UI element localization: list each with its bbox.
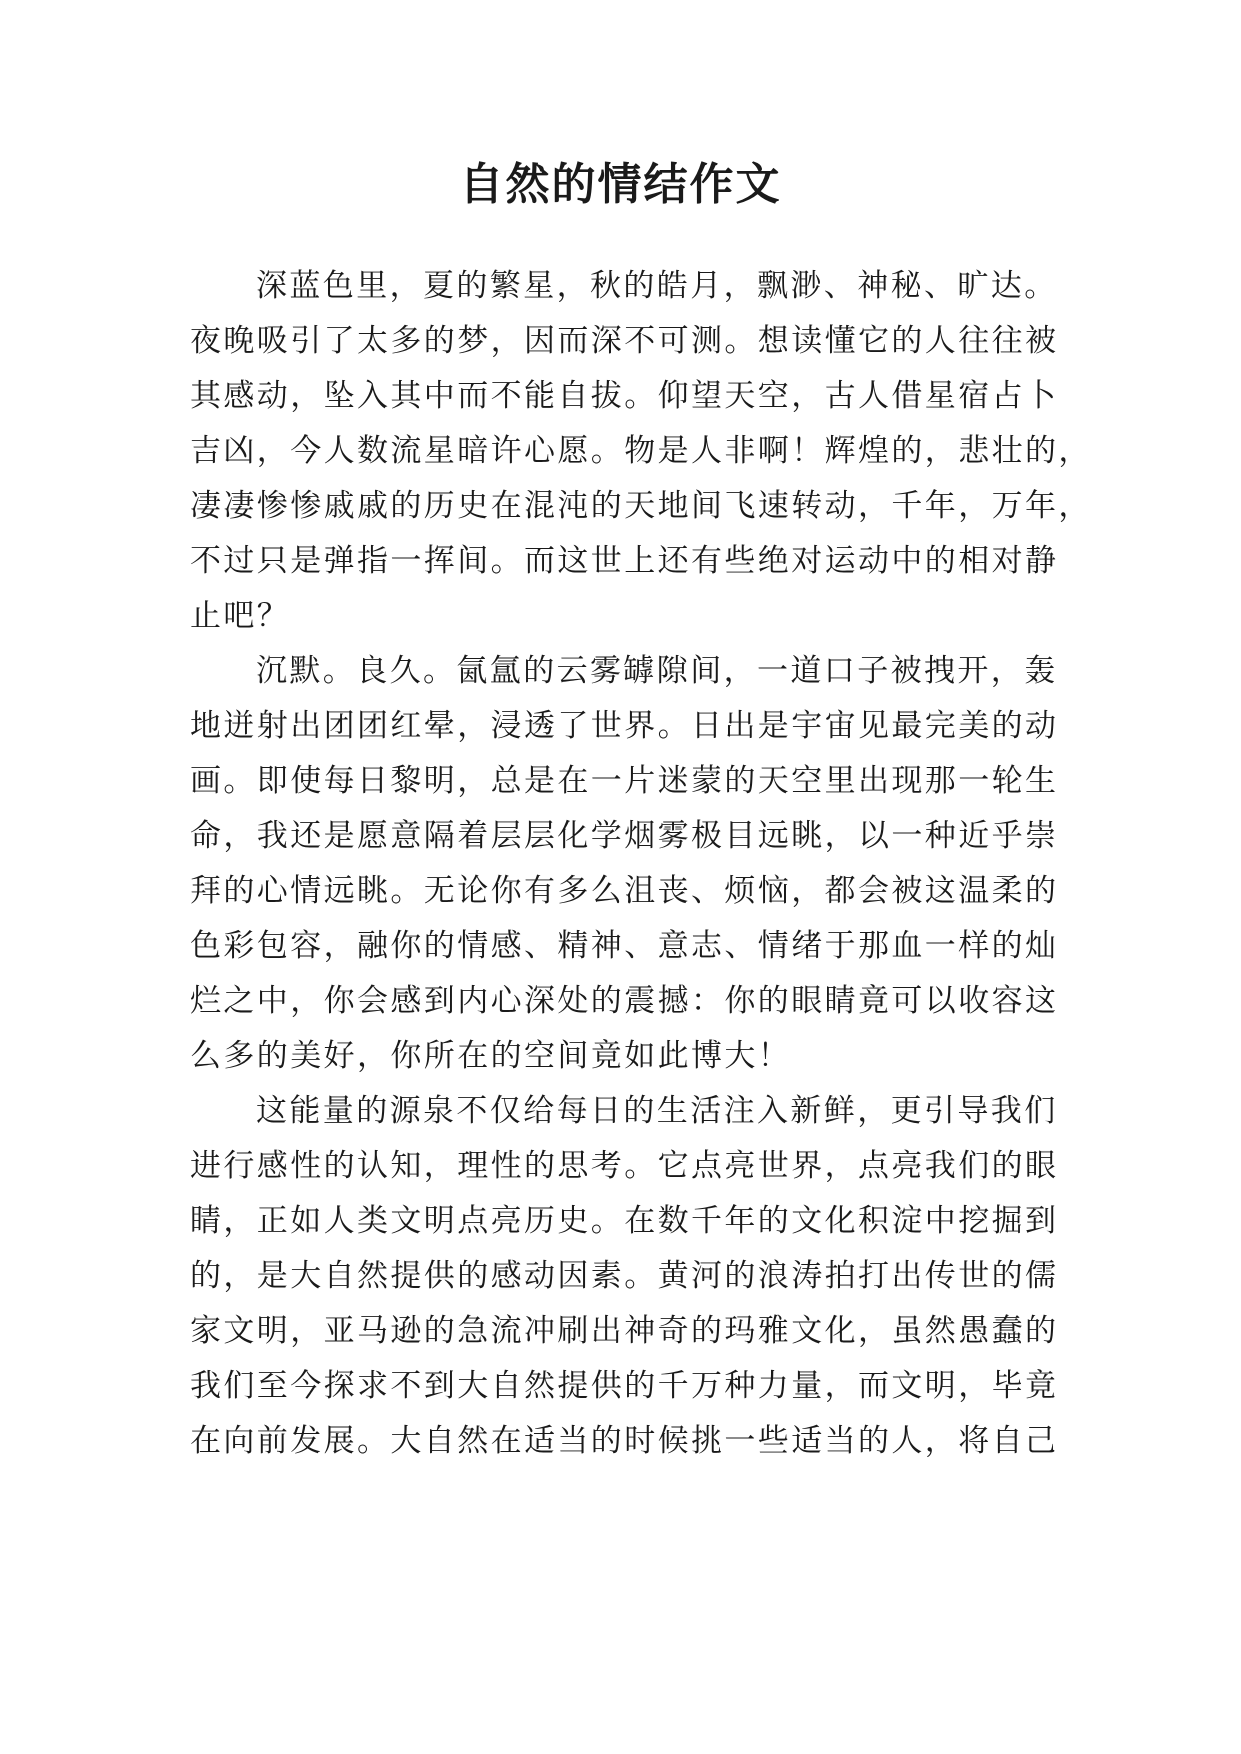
body-line: 其感动，坠入其中而不能自拔。仰望天空，古人借星宿占卜 bbox=[190, 378, 1059, 414]
body-line: 色彩包容，融你的情感、精神、意志、情绪于那血一样的灿 bbox=[190, 928, 1059, 964]
body-line: 这能量的源泉不仅给每日的生活注入新鲜，更引导我们 bbox=[256, 1093, 1058, 1129]
document-title: 自然的情结作文 bbox=[459, 159, 782, 210]
body-line: 沉默。良久。氤氲的云雾罅隙间，一道口子被拽开，轰 bbox=[256, 653, 1058, 689]
body-line: 睛，正如人类文明点亮历史。在数千年的文化积淀中挖掘到 bbox=[190, 1203, 1059, 1239]
body-line: 止吧？ bbox=[190, 598, 291, 634]
body-line: 烂之中，你会感到内心深处的震撼：你的眼睛竟可以收容这 bbox=[190, 983, 1059, 1019]
body-line: 不过只是弹指一挥间。而这世上还有些绝对运动中的相对静 bbox=[190, 543, 1059, 579]
body-line: 在向前发展。大自然在适当的时候挑一些适当的人，将自己 bbox=[190, 1423, 1059, 1459]
body-line: 凄凄惨惨戚戚的历史在混沌的天地间飞速转动，千年，万年， bbox=[190, 488, 1092, 524]
body-line: 家文明，亚马逊的急流冲刷出神奇的玛雅文化，虽然愚蠢的 bbox=[190, 1313, 1059, 1349]
body-line: 拜的心情远眺。无论你有多么沮丧、烦恼，都会被这温柔的 bbox=[190, 873, 1059, 909]
body-line: 我们至今探求不到大自然提供的千万种力量，而文明，毕竟 bbox=[190, 1368, 1059, 1404]
body-line: 进行感性的认知，理性的思考。它点亮世界，点亮我们的眼 bbox=[190, 1148, 1059, 1184]
body-line: 画。即使每日黎明，总是在一片迷蒙的天空里出现那一轮生 bbox=[190, 763, 1059, 799]
body-line: 夜晚吸引了太多的梦，因而深不可测。想读懂它的人往往被 bbox=[190, 323, 1059, 359]
body-line: 深蓝色里，夏的繁星，秋的皓月，飘渺、神秘、旷达。 bbox=[256, 268, 1058, 304]
body-line: 吉凶，今人数流星暗许心愿。物是人非啊！辉煌的，悲壮的， bbox=[190, 433, 1092, 469]
body-line: 的，是大自然提供的感动因素。黄河的浪涛拍打出传世的儒 bbox=[190, 1258, 1059, 1294]
body-line: 命，我还是愿意隔着层层化学烟雾极目远眺，以一种近乎崇 bbox=[190, 818, 1059, 854]
body-line: 地迸射出团团红晕，浸透了世界。日出是宇宙见最完美的动 bbox=[190, 708, 1059, 744]
body-line: 么多的美好，你所在的空间竟如此博大！ bbox=[190, 1038, 792, 1074]
